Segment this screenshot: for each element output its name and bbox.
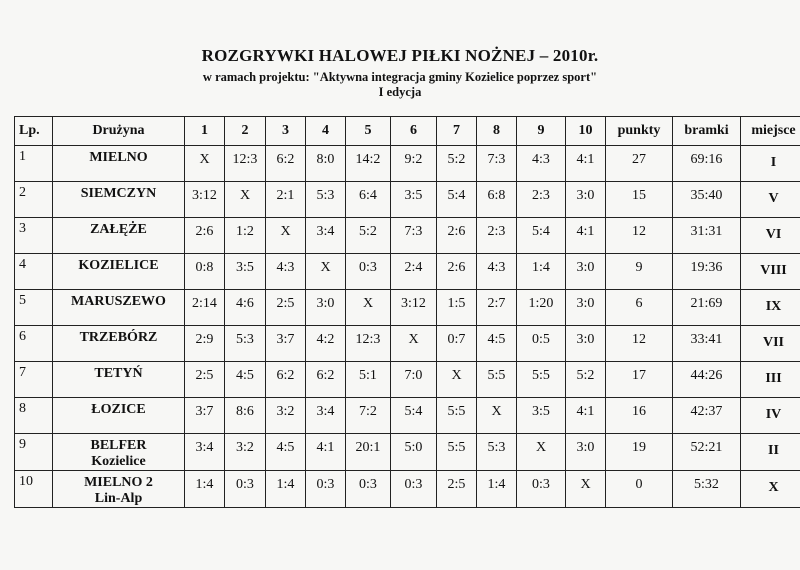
place-cell: X — [741, 471, 800, 508]
match-result-cell: 0:7 — [437, 326, 477, 362]
match-result-cell: 4:1 — [566, 398, 606, 434]
match-result-cell: 5:2 — [346, 218, 391, 254]
match-result-cell: 3:4 — [306, 218, 346, 254]
team-name: BELFER — [90, 438, 147, 453]
match-result-cell: 5:0 — [391, 434, 437, 471]
match-result-cell: 7:0 — [391, 362, 437, 398]
match-result-cell: 6:2 — [266, 146, 306, 182]
match-result-cell: 2:6 — [437, 254, 477, 290]
match-result-cell: 7:2 — [346, 398, 391, 434]
points-cell: 16 — [606, 398, 673, 434]
points-cell: 0 — [606, 471, 673, 508]
match-result-cell: 3:5 — [225, 254, 266, 290]
match-result-cell: X — [437, 362, 477, 398]
row-number-cell: 1 — [15, 146, 53, 182]
team-name-cell — [53, 254, 185, 290]
row-number-cell: 2 — [15, 182, 53, 218]
match-result-cell: 5:3 — [306, 182, 346, 218]
match-result-cell: 5:5 — [437, 434, 477, 471]
header-cell: 8 — [477, 117, 517, 146]
goals-cell: 33:41 — [673, 326, 741, 362]
match-result-cell: 3:0 — [566, 182, 606, 218]
team-name: SIEMCZYN — [80, 186, 157, 201]
team-name-cell — [53, 362, 185, 398]
header-cell: bramki — [673, 117, 741, 146]
match-result-cell: X — [225, 182, 266, 218]
match-result-cell: 5:5 — [517, 362, 566, 398]
results-table — [14, 116, 800, 508]
match-result-cell: 5:2 — [437, 146, 477, 182]
team-name-cell — [53, 398, 185, 434]
match-result-cell: 3:0 — [306, 290, 346, 326]
table-row — [15, 146, 800, 182]
team-name-cell — [53, 434, 185, 471]
match-result-cell: 2:5 — [266, 290, 306, 326]
table-row — [15, 362, 800, 398]
match-result-cell: 7:3 — [391, 218, 437, 254]
place-cell: IX — [741, 290, 800, 326]
document-subtitle: w ramach projektu: "Aktywna integracja gminy Kozielice poprzez sport" — [202, 70, 598, 84]
team-name-cell — [53, 146, 185, 182]
header-cell: 10 — [566, 117, 606, 146]
match-result-cell: 0:3 — [391, 471, 437, 508]
match-result-cell: 3:0 — [566, 254, 606, 290]
table-row — [15, 290, 800, 326]
match-result-cell: 0:3 — [306, 471, 346, 508]
team-name-cell — [53, 218, 185, 254]
goals-cell: 52:21 — [673, 434, 741, 471]
match-result-cell: 3:5 — [391, 182, 437, 218]
row-number-cell: 10 — [15, 471, 53, 508]
place-cell: VI — [741, 218, 800, 254]
place-cell: II — [741, 434, 800, 471]
team-name-cell — [53, 471, 185, 508]
header-cell: 7 — [437, 117, 477, 146]
goals-cell: 31:31 — [673, 218, 741, 254]
match-result-cell: 6:4 — [346, 182, 391, 218]
match-result-cell: 4:5 — [477, 326, 517, 362]
match-result-cell: 0:3 — [346, 471, 391, 508]
header-cell: 3 — [266, 117, 306, 146]
goals-cell: 42:37 — [673, 398, 741, 434]
header-cell: 1 — [185, 117, 225, 146]
row-number-cell: 9 — [15, 434, 53, 471]
match-result-cell: 7:3 — [477, 146, 517, 182]
document-edition: I edycja — [378, 85, 422, 99]
match-result-cell: 1:20 — [517, 290, 566, 326]
points-cell: 17 — [606, 362, 673, 398]
match-result-cell: 4:2 — [306, 326, 346, 362]
match-result-cell: 0:3 — [225, 471, 266, 508]
match-result-cell: 2:3 — [477, 218, 517, 254]
points-cell: 19 — [606, 434, 673, 471]
match-result-cell: 3:0 — [566, 326, 606, 362]
match-result-cell: 6:2 — [306, 362, 346, 398]
team-name-line2: Lin-Alp — [94, 491, 143, 506]
match-result-cell: 2:3 — [517, 182, 566, 218]
row-number-cell: 7 — [15, 362, 53, 398]
match-result-cell: 12:3 — [225, 146, 266, 182]
match-result-cell: X — [346, 290, 391, 326]
place-cell: IV — [741, 398, 800, 434]
match-result-cell: 4:1 — [306, 434, 346, 471]
goals-cell: 44:26 — [673, 362, 741, 398]
row-number-cell: 3 — [15, 218, 53, 254]
match-result-cell: 4:5 — [266, 434, 306, 471]
match-result-cell: X — [391, 326, 437, 362]
match-result-cell: 2:7 — [477, 290, 517, 326]
points-cell: 12 — [606, 326, 673, 362]
place-cell: V — [741, 182, 800, 218]
match-result-cell: 5:4 — [391, 398, 437, 434]
row-number-cell: 4 — [15, 254, 53, 290]
team-name-cell — [53, 326, 185, 362]
place-cell: I — [741, 146, 800, 182]
match-result-cell: 5:4 — [517, 218, 566, 254]
table-row — [15, 471, 800, 508]
match-result-cell: 5:2 — [566, 362, 606, 398]
header-cell: Lp. — [15, 117, 53, 146]
match-result-cell: 6:2 — [266, 362, 306, 398]
match-result-cell: 5:5 — [477, 362, 517, 398]
match-result-cell: 1:5 — [437, 290, 477, 326]
table-row — [15, 218, 800, 254]
match-result-cell: 1:2 — [225, 218, 266, 254]
match-result-cell: 1:4 — [266, 471, 306, 508]
match-result-cell: 2:1 — [266, 182, 306, 218]
match-result-cell: 20:1 — [346, 434, 391, 471]
match-result-cell: 3:5 — [517, 398, 566, 434]
match-result-cell: 14:2 — [346, 146, 391, 182]
goals-cell: 35:40 — [673, 182, 741, 218]
goals-cell: 5:32 — [673, 471, 741, 508]
match-result-cell: 4:6 — [225, 290, 266, 326]
match-result-cell: X — [517, 434, 566, 471]
team-name-cell — [53, 290, 185, 326]
points-cell: 27 — [606, 146, 673, 182]
match-result-cell: 2:4 — [391, 254, 437, 290]
match-result-cell: 2:6 — [437, 218, 477, 254]
header-row — [15, 117, 800, 146]
header-cell: 9 — [517, 117, 566, 146]
match-result-cell: X — [306, 254, 346, 290]
match-result-cell: 5:1 — [346, 362, 391, 398]
match-result-cell: 3:7 — [185, 398, 225, 434]
header-cell: 6 — [391, 117, 437, 146]
table-row — [15, 254, 800, 290]
match-result-cell: 1:4 — [185, 471, 225, 508]
team-name: MIELNO 2 — [84, 475, 153, 490]
team-name: ZAŁĘŻE — [90, 222, 147, 237]
match-result-cell: 3:12 — [185, 182, 225, 218]
header-cell: 2 — [225, 117, 266, 146]
match-result-cell: 3:0 — [566, 290, 606, 326]
match-result-cell: 3:12 — [391, 290, 437, 326]
points-cell: 12 — [606, 218, 673, 254]
goals-cell: 69:16 — [673, 146, 741, 182]
header-cell: Drużyna — [53, 117, 185, 146]
match-result-cell: 8:6 — [225, 398, 266, 434]
place-cell: VII — [741, 326, 800, 362]
team-name-cell — [53, 182, 185, 218]
match-result-cell: 3:7 — [266, 326, 306, 362]
match-result-cell: 2:5 — [437, 471, 477, 508]
place-cell: III — [741, 362, 800, 398]
table-row — [15, 326, 800, 362]
match-result-cell: 5:3 — [477, 434, 517, 471]
table-row — [15, 182, 800, 218]
team-name: ŁOZICE — [91, 402, 146, 417]
team-name: TETYŃ — [94, 366, 143, 381]
match-result-cell: 3:2 — [266, 398, 306, 434]
document-title: ROZGRYWKI HALOWEJ PIŁKI NOŻNEJ – 2010r. — [201, 46, 599, 65]
match-result-cell: 12:3 — [346, 326, 391, 362]
match-result-cell: 9:2 — [391, 146, 437, 182]
match-result-cell: 1:4 — [517, 254, 566, 290]
match-result-cell: 5:4 — [437, 182, 477, 218]
match-result-cell: 2:6 — [185, 218, 225, 254]
match-result-cell: 0:8 — [185, 254, 225, 290]
match-result-cell: 3:4 — [185, 434, 225, 471]
points-cell: 15 — [606, 182, 673, 218]
header-cell: 5 — [346, 117, 391, 146]
match-result-cell: 3:4 — [306, 398, 346, 434]
match-result-cell: 1:4 — [477, 471, 517, 508]
table-row — [15, 434, 800, 471]
match-result-cell: 4:3 — [266, 254, 306, 290]
match-result-cell: 0:5 — [517, 326, 566, 362]
match-result-cell: 4:3 — [517, 146, 566, 182]
team-name-line2: Kozielice — [91, 454, 146, 469]
match-result-cell: 4:1 — [566, 218, 606, 254]
points-cell: 9 — [606, 254, 673, 290]
match-result-cell: 8:0 — [306, 146, 346, 182]
row-number-cell: 8 — [15, 398, 53, 434]
team-name: KOZIELICE — [78, 258, 159, 273]
header-cell: miejsce — [741, 117, 800, 146]
match-result-cell: 5:3 — [225, 326, 266, 362]
match-result-cell: 5:5 — [437, 398, 477, 434]
team-name: MARUSZEWO — [71, 294, 166, 309]
match-result-cell: 2:5 — [185, 362, 225, 398]
row-number-cell: 6 — [15, 326, 53, 362]
table-row — [15, 398, 800, 434]
match-result-cell: 6:8 — [477, 182, 517, 218]
match-result-cell: 4:5 — [225, 362, 266, 398]
goals-cell: 21:69 — [673, 290, 741, 326]
points-cell: 6 — [606, 290, 673, 326]
match-result-cell: 2:9 — [185, 326, 225, 362]
match-result-cell: 3:0 — [566, 434, 606, 471]
match-result-cell: X — [566, 471, 606, 508]
match-result-cell: 0:3 — [517, 471, 566, 508]
match-result-cell: X — [185, 146, 225, 182]
match-result-cell: 4:1 — [566, 146, 606, 182]
goals-cell: 19:36 — [673, 254, 741, 290]
team-name: MIELNO — [89, 150, 148, 165]
row-number-cell: 5 — [15, 290, 53, 326]
match-result-cell: 4:3 — [477, 254, 517, 290]
match-result-cell: 0:3 — [346, 254, 391, 290]
match-result-cell: 2:14 — [185, 290, 225, 326]
header-cell: 4 — [306, 117, 346, 146]
header-cell: punkty — [606, 117, 673, 146]
place-cell: VIII — [741, 254, 800, 290]
match-result-cell: X — [266, 218, 306, 254]
team-name: TRZEBÓRZ — [79, 330, 158, 345]
match-result-cell: X — [477, 398, 517, 434]
match-result-cell: 3:2 — [225, 434, 266, 471]
